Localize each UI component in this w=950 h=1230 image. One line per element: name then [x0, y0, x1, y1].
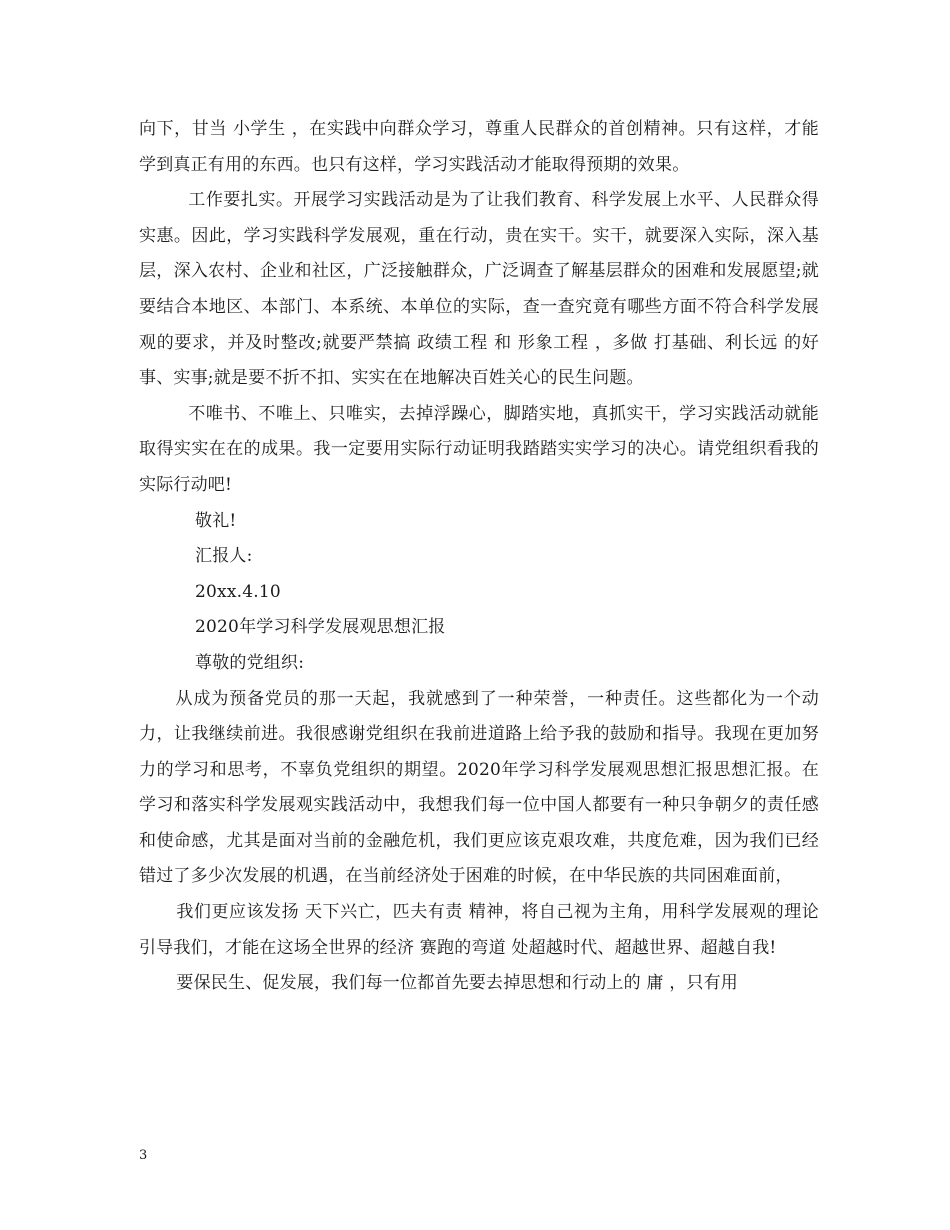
salutation-opening: 尊敬的党组织:: [195, 652, 305, 673]
section-title: 2020年学习科学发展观思想汇报: [195, 617, 446, 638]
paragraph-livelihood: 要保民生、促发展，我们每一位都首先要去掉思想和行动上的 庸 ，只有用: [176, 973, 738, 994]
page-number: 3: [139, 1148, 148, 1163]
paragraph-practical-results: 不唯书、不唯上、只唯实，去掉浮躁心，脚踏实地，真抓实干，学习实践活动就能取得实实在在的成果。我一定要用实际行动证明我踏踏实实学习的决心。请党组织看我的实际行动吧!: [139, 403, 819, 495]
paragraph-probationary-member: 从成为预备党员的那一天起，我就感到了一种荣誉，一种责任。这些都化为一个动力，让我继续前进。我很感谢党组织在我前进道路上给予我的鼓励和指导。我现在更加努力的学习和思考，不辜负党组织的期望。2020年学习科学发展观思想汇报思想汇报。在学习和落实科学发展观实践活动中，我想我们每一位中国人都要有一种只争朝夕的责任感和使命感，尤其是面对当前的金融危机，我们更应该克艰攻难，共度危难，因为我们已经错过了多少次发展的机遇，在当前经济处于困难的时候，在中华民族的共同困难面前，: [139, 688, 819, 887]
report-date: 20xx.4.10: [195, 581, 281, 602]
paragraph-continuation: 向下，甘当 小学生 ，在实践中向群众学习，尊重人民群众的首创精神。只有这样，才能学到真正有用的东西。也只有这样，学习实践活动才能取得预期的效果。: [139, 119, 819, 175]
document-body: [139, 112, 819, 1002]
paragraph-carry-forward: 我们更应该发扬 天下兴亡，匹夫有责 精神，将自己视为主角，用科学发展观的理论引导我们，才能在这场全世界的经济 赛跑的弯道 处超越时代、超越世界、超越自我!: [139, 902, 819, 958]
salutation-closing: 敬礼!: [195, 510, 237, 531]
paragraph-work-solid: 工作要扎实。开展学习实践活动是为了让我们教育、科学发展上水平、人民群众得实惠。因此，学习实践科学发展观，重在行动，贵在实干。实干，就要深入实际，深入基层，深入农村、企业和社区，广泛接触群众，广泛调查了解基层群众的困难和发展愿望;就要结合本地区、本部门、本系统、本单位的实际，查一查究竟有哪些方面不符合科学发展观的要求，并及时整改;就要严禁搞 政绩工程 和 形象工程 ，多做 打基础、利长远 的好事、实事;就是要不折不扣、实实在在地解决百姓关心的民生问题。: [139, 190, 819, 389]
reporter-label: 汇报人:: [195, 546, 253, 567]
